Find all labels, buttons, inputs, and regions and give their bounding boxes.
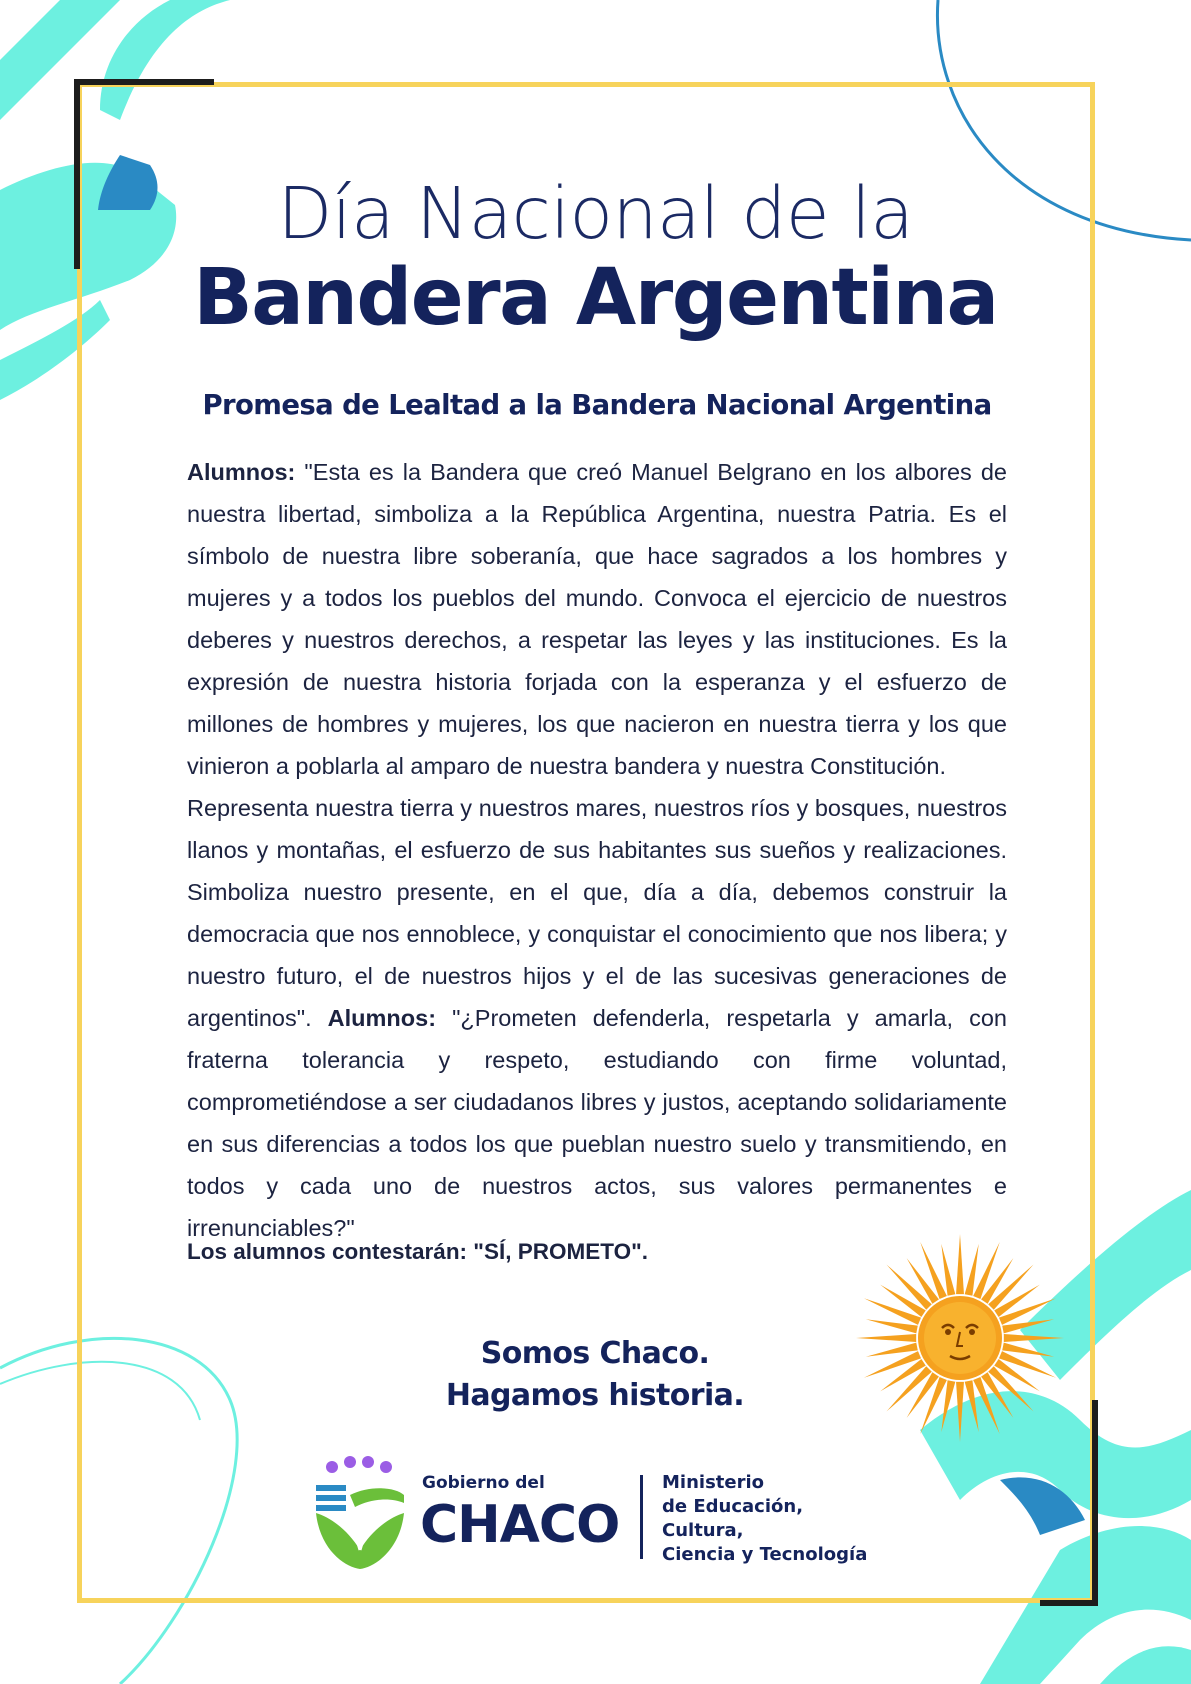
sun-ray	[941, 1380, 955, 1432]
ministry-name	[662, 1471, 890, 1567]
sun-ray	[956, 1234, 964, 1294]
sun-ray	[941, 1244, 955, 1296]
gobierno-chaco-logo	[310, 1455, 890, 1580]
gobierno-label: Gobierno del	[422, 1473, 545, 1493]
pledge-paragraph-2-text: Representa nuestra tierra y nuestros mares, nuestros ríos y bosques, nuestros llanos y montañas, el esfuerzo de sus habitantes sus sueños y realizaciones. Simboliza nuestro presente, en el que, día a día, debemos construir la democracia que nos ennoblece, y conquistar el conocimiento que nos libera; y nuestro futuro, el de nuestros hijos y el de las sucesivas generaciones de argentinos".	[187, 795, 1007, 1031]
sun-ray	[1002, 1319, 1054, 1333]
pledge-question-text: "¿Prometen defenderla, respetarla y amarla, con fraterna tolerancia y respeto, estudiando con firme voluntad, comprometiéndose a ser ciudadanos libres y justos, aceptando solidariamente en sus diferencias a todos los que pueblan nuestro suelo y transmitiendo, en todos y cada uno de nuestros actos, sus valores permanentes e irrenunciables?"	[187, 1005, 1007, 1241]
pledge-paragraph-1-text: "Esta es la Bandera que creó Manuel Belgrano en los albores de nuestra libertad, simboliza a la República Argentina, nuestra Patria. Es el símbolo de nuestra libre soberanía, que hace sagrados a los hombres y mujeres y a todos los pueblos del mundo. Convoca el ejercicio de nuestros deberes y nuestros derechos, a respetar las leyes y las instituciones. Es la expresión de nuestra historia forjada con la esperanza y el esfuerzo de millones de hombres y mujeres, los que nacieron en nuestra tierra y los que vinieron a poblarla al amparo de nuestra bandera y nuestra Constitución.	[187, 459, 1007, 779]
sun-ray	[965, 1244, 979, 1296]
sun-ray	[965, 1380, 979, 1432]
pledge-paragraph-2	[187, 787, 1007, 1249]
pledge-text	[187, 451, 1007, 1249]
slogan	[390, 1333, 800, 1417]
sun-ray	[856, 1334, 916, 1342]
slogan-line-1: Somos Chaco.	[480, 1336, 710, 1371]
students-answer: Los alumnos contestarán: "SÍ, PROMETO".	[187, 1239, 648, 1264]
pledge-paragraph-1	[187, 451, 1007, 787]
speaker-label: Alumnos:	[187, 459, 296, 485]
ministry-line-1: Ministerio	[662, 1472, 765, 1493]
ministry-line-3: Ciencia y Tecnología	[662, 1544, 868, 1565]
ministry-line-2: de Educación, Cultura,	[662, 1496, 804, 1541]
title-line-2: Bandera Argentina	[193, 253, 998, 343]
sun-ray	[866, 1319, 918, 1333]
slogan-line-2: Hagamos historia.	[445, 1378, 745, 1413]
chaco-leaf-icon	[310, 1455, 410, 1575]
title-line-1: Día Nacional de la	[277, 172, 914, 255]
speaker-label: Alumnos:	[327, 1005, 437, 1031]
chaco-wordmark: CHACO	[420, 1495, 620, 1555]
sun-ray	[1002, 1343, 1054, 1357]
ribbon-bottom-right-4	[1100, 1646, 1191, 1684]
logo-divider	[640, 1475, 643, 1559]
subtitle: Promesa de Lealtad a la Bandera Nacional Argentina	[202, 389, 992, 421]
sun-ray	[866, 1343, 918, 1357]
sun-of-may-icon	[850, 1228, 1070, 1448]
sun-ray	[1004, 1334, 1064, 1342]
sun-ray	[956, 1382, 964, 1442]
